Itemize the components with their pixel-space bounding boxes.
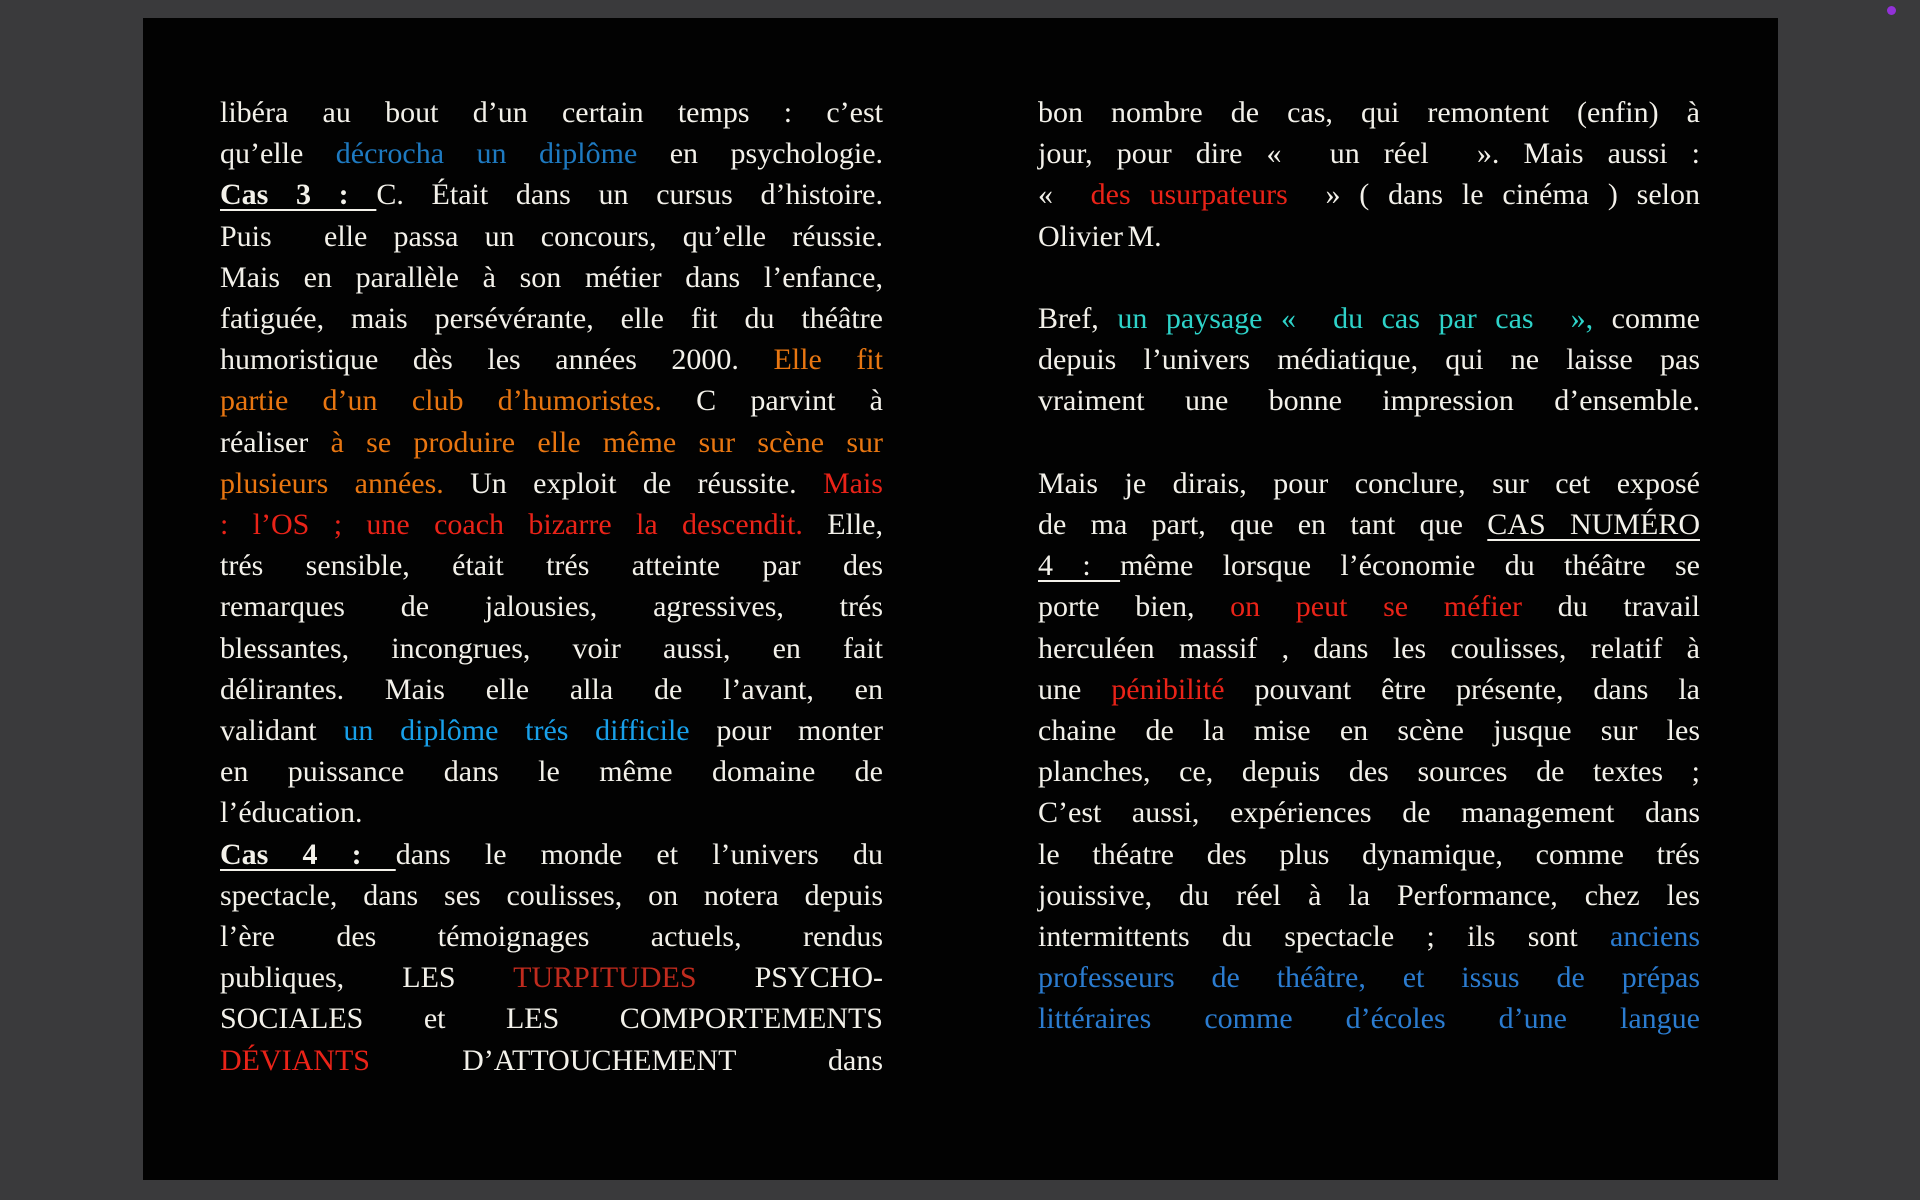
text-run: en psychologie. <box>637 137 884 171</box>
text-line <box>1038 998 1700 1039</box>
text-line <box>1038 834 1700 875</box>
text-run: du travail <box>1522 590 1700 624</box>
text-line <box>220 504 883 545</box>
text-line <box>220 792 883 833</box>
text-run: trés sensible, était trés atteinte par des <box>220 549 883 583</box>
text-line <box>220 957 883 998</box>
text-run: planches, ce, depuis des sources de textes ; <box>1038 755 1700 789</box>
text-line <box>1038 710 1700 751</box>
text-run: un diplôme trés difficile <box>343 714 690 748</box>
text-run: CAS NUMÉRO <box>1487 508 1700 542</box>
text-line <box>220 710 883 751</box>
text-run: dans le monde et l’univers du <box>395 837 883 871</box>
text-run: pour monter <box>689 714 884 748</box>
text-run: Cas 3 : <box>220 178 377 212</box>
text-run: Un exploit de réussite. <box>443 466 823 500</box>
text-line <box>1038 751 1700 792</box>
text-run: pénibilité <box>1111 672 1225 706</box>
text-run: Mais en parallèle à son métier dans l’enfance, <box>220 260 883 294</box>
text-run: depuis l’univers médiatique, qui ne laisse pas <box>1038 343 1700 377</box>
text-line <box>1038 92 1700 133</box>
text-run: 4 : <box>1038 549 1121 583</box>
text-column-left <box>220 92 883 1180</box>
text-run: intermittents du spectacle ; ils sont <box>1038 920 1611 954</box>
text-line <box>220 916 883 957</box>
text-line <box>1038 875 1700 916</box>
text-run: qu’elle <box>220 137 336 171</box>
text-run: professeurs de théâtre, et issus de prépas <box>1038 961 1700 995</box>
text-run: délirantes. Mais elle alla de l’avant, en <box>220 672 883 706</box>
corner-indicator-dot <box>1887 6 1896 15</box>
text-line <box>220 422 883 463</box>
text-run: « <box>1038 178 1091 212</box>
text-line <box>1038 174 1700 215</box>
text-run: humoristique dès les années 2000. <box>220 343 774 377</box>
text-line <box>220 875 883 916</box>
text-line <box>220 1040 883 1081</box>
text-run: herculéen massif , dans les coulisses, relatif à <box>1038 631 1700 665</box>
text-run: Elle fit <box>773 343 883 377</box>
column-gutter <box>883 92 1038 1180</box>
text-run: en puissance dans le même domaine de <box>220 755 883 789</box>
text-line <box>1038 339 1700 380</box>
text-run: l’éducation. <box>220 796 363 830</box>
text-run: spectacle, dans ses coulisses, on notera depuis <box>220 878 883 912</box>
text-run: l’ère des témoignages actuels, rendus <box>220 920 883 954</box>
blank-line <box>1038 257 1700 298</box>
text-run: bon nombre de cas, qui remontent (enfin) à <box>1038 96 1700 129</box>
text-run: une <box>1038 672 1112 706</box>
text-run: un paysage « du cas par cas », <box>1117 302 1594 336</box>
text-run: fatiguée, mais persévérante, elle fit du théâtre <box>220 302 883 336</box>
blank-line <box>1038 422 1700 463</box>
text-run: de ma part, que en tant que <box>1038 508 1488 542</box>
text-line <box>220 586 883 627</box>
text-run: réaliser <box>220 425 331 459</box>
text-run: C. Était dans un cursus d’histoire. <box>376 178 883 212</box>
text-line <box>1038 792 1700 833</box>
text-run: blessantes, incongrues, voir aussi, en fait <box>220 631 883 665</box>
text-line <box>1038 216 1700 257</box>
text-line <box>1038 298 1700 339</box>
text-run: jouissive, du réel à la Performance, chez les <box>1038 878 1700 912</box>
text-run: porte bien, <box>1038 590 1231 624</box>
text-column-right <box>1038 92 1700 1180</box>
text-line <box>1038 586 1700 627</box>
text-line <box>220 133 883 174</box>
text-run: partie d’un club d’humoristes. <box>220 384 662 418</box>
text-line <box>220 463 883 504</box>
text-run: littéraires comme d’écoles d’une langue <box>1038 1002 1700 1036</box>
text-run: PSYCHO- <box>696 961 883 995</box>
text-run: des usurpateurs <box>1090 178 1288 212</box>
text-run: Mais je dirais, pour conclure, sur cet exposé <box>1038 466 1700 500</box>
text-line <box>220 751 883 792</box>
text-run: D’ATTOUCHEMENT dans <box>370 1043 883 1077</box>
text-run: libéra au bout d’un certain temps : c’est <box>220 96 883 129</box>
text-run: décrocha un diplôme <box>335 137 638 171</box>
text-line <box>1038 504 1700 545</box>
text-line <box>220 339 883 380</box>
text-run: comme <box>1593 302 1700 336</box>
text-run: C parvint à <box>661 384 883 418</box>
text-run: Bref, <box>1038 302 1118 336</box>
text-run: Mais <box>822 466 883 500</box>
text-line <box>220 216 883 257</box>
text-line <box>1038 380 1700 421</box>
text-run: pouvant être présente, dans la <box>1224 672 1700 706</box>
text-line <box>1038 628 1700 669</box>
text-line <box>220 174 883 215</box>
text-run: même lorsque l’économie du théâtre se <box>1120 549 1701 583</box>
text-line <box>1038 916 1700 957</box>
text-line <box>1038 463 1700 504</box>
text-line <box>220 998 883 1039</box>
text-line <box>220 834 883 875</box>
text-line <box>220 380 883 421</box>
text-line <box>220 669 883 710</box>
document-page <box>143 18 1778 1180</box>
text-run: anciens <box>1610 920 1700 954</box>
text-line <box>1038 133 1700 174</box>
text-run: : l’OS ; une coach bizarre la descendit. <box>220 508 803 542</box>
text-run: Puis elle passa un concours, qu’elle réussie. <box>220 219 883 253</box>
text-line <box>220 257 883 298</box>
text-run: » ( dans le cinéma ) selon <box>1287 178 1701 212</box>
text-line <box>1038 669 1700 710</box>
text-run: le théatre des plus dynamique, comme trés <box>1038 837 1700 871</box>
text-run: C’est aussi, expériences de management dans <box>1038 796 1700 830</box>
text-run: vraiment une bonne impression d’ensemble. <box>1038 384 1700 418</box>
text-run: Elle, <box>802 508 883 542</box>
text-run: plusieurs années. <box>220 466 444 500</box>
text-run: on peut se méfier <box>1230 590 1523 624</box>
text-line <box>220 628 883 669</box>
text-run: TURPITUDES <box>513 961 697 995</box>
text-line <box>220 92 883 133</box>
text-run: à se produire elle même sur scène sur <box>330 425 883 459</box>
text-run: validant <box>220 714 344 748</box>
text-run: publiques, LES <box>220 961 514 995</box>
text-run: SOCIALES et LES COMPORTEMENTS <box>220 1002 883 1036</box>
text-line <box>220 545 883 586</box>
text-line <box>1038 545 1700 586</box>
text-line <box>220 298 883 339</box>
text-run: Cas 4 : <box>220 837 396 871</box>
text-line <box>1038 957 1700 998</box>
text-run: Olivier M. <box>1038 219 1162 253</box>
text-run: DÉVIANTS <box>220 1043 370 1077</box>
text-run: jour, pour dire « un réel ». Mais aussi : <box>1038 137 1700 171</box>
text-run: remarques de jalousies, agressives, trés <box>220 590 883 624</box>
text-run: chaine de la mise en scène jusque sur les <box>1038 714 1700 748</box>
